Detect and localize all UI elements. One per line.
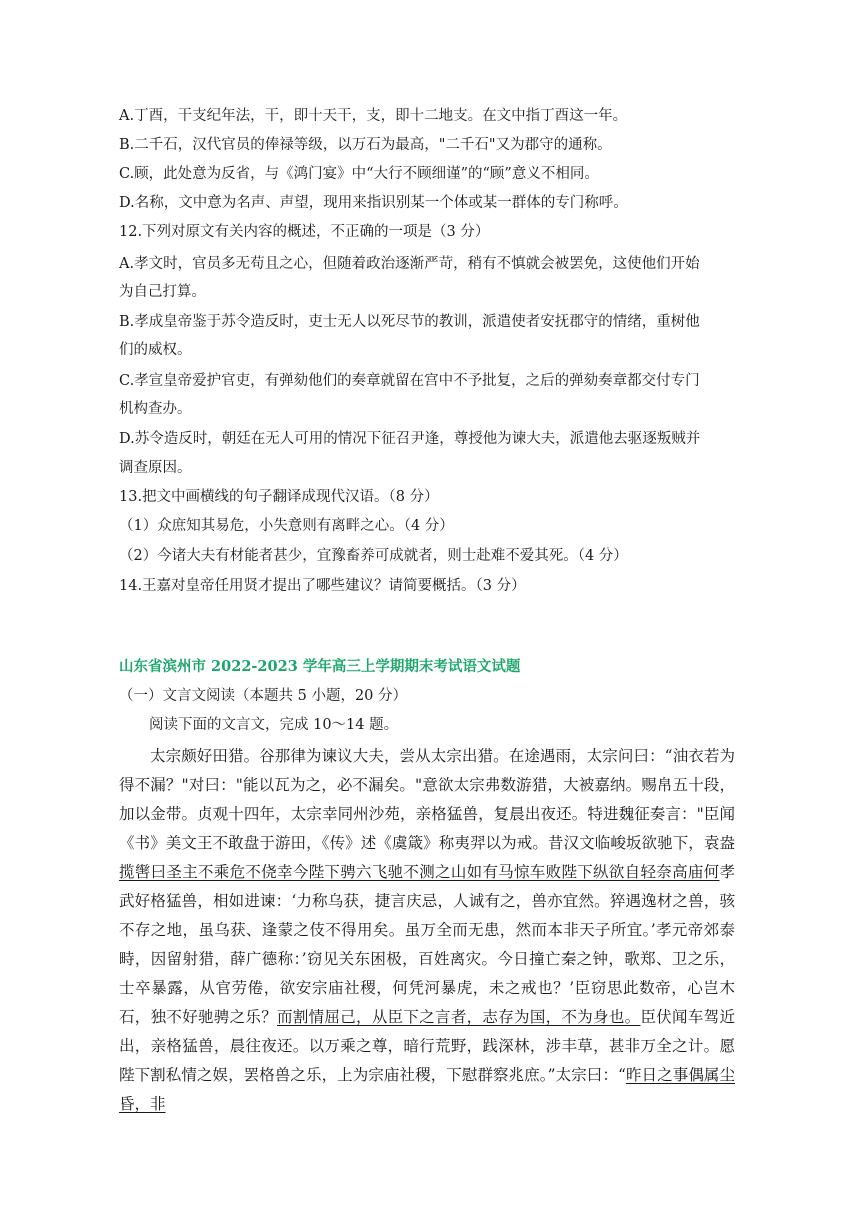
underlined-sentence-3: 昨日之事偶属尘昏，非 xyxy=(119,1066,735,1113)
option-12b-line2: 们的威权。 xyxy=(119,342,192,358)
question-12-stem: 12.下列对原文有关内容的概述，不正确的一项是（3 分） xyxy=(119,224,490,240)
question-13-sentence-2: （2）今诸大夫有材能者甚少，宜豫畜养可成就者，则士赴难不爱其死。（4 分） xyxy=(119,548,628,564)
section-title: 山东省滨州市 2022-2023 学年高三上学期期末考试语文试题 xyxy=(119,658,521,675)
option-11a: A.丁酉，干支纪年法，干，即十天干，支，即十二地支。在文中指丁酉这一年。 xyxy=(119,108,628,124)
option-12a-line2: 为自己打算。 xyxy=(119,284,206,300)
option-11c: C.顾，此处意为反省，与《鸿门宴》中“大行不顾细谨”的“顾”意义不相同。 xyxy=(119,166,599,182)
option-12c-line2: 机构查办。 xyxy=(119,401,192,417)
option-11b: B.二千石，汉代官员的俸禄等级，以万石为最高，"二千石"又为郡守的通称。 xyxy=(119,137,612,153)
passage-text-2: 孝武好格猛兽，相如进谏：‘力称乌获，捷言庆忌，人诚有之，兽亦宜然。猝遇逸材之兽，骇不存之地，虽乌获、逢蒙之伎不得用矣。虽万全而无患，然而本非天子所宜。’孝元帝郊泰畤，因留射猎，薛广德称：’窃见关东困极，百姓离灾。今日撞亡秦之钟，歌郑、卫之乐，士卒暴露，从官劳倦，欲安宗庙社稷，何凭河暴虎，未之戒也？’臣窃思此数帝，心岂木石，独不好驰骋之乐？ xyxy=(119,863,735,1026)
option-12d-line1: D.苏令造反时，朝廷在无人可用的情况下征召尹逢，尊授他为谏大夫，派遣他去驱逐叛贼并 xyxy=(119,431,701,447)
question-14: 14.王嘉对皇帝任用贤才提出了哪些建议？请简要概括。（3 分） xyxy=(119,578,526,594)
question-13-stem: 13.把文中画横线的句子翻译成现代汉语。（8 分） xyxy=(119,489,439,505)
option-12b-line1: B.孝成皇帝鉴于苏令造反时，吏士无人以死尽节的教训，派遣使者安抚郡守的情绪，重树他 xyxy=(119,314,700,330)
passage-text-1: 太宗颇好田猎。谷那律为谏议大夫，尝从太宗出猎。在途遇雨，太宗问曰：“油衣若为得不漏？"对曰："能以瓦为之，必不漏矣。"意欲太宗弗数游猎，大被嘉纳。赐帛五十段，加以金带。贞观十四年，太宗幸同州沙苑，亲格猛兽，复晨出夜还。特进魏征奏言："臣闻《书》美文王不敢盘于游田，《传》述《虞箴》称夷羿以为戒。昔汉文临峻坂欲驰下，袁盎 xyxy=(119,747,735,852)
question-13-sentence-1: （1）众庶知其易危，小失意则有离畔之心。（4 分） xyxy=(119,518,454,534)
option-12c-line1: C.孝宣皇帝爱护官吏，有弹劾他们的奏章就留在宫中不予批复，之后的弹劾奏章都交付专门 xyxy=(119,373,700,389)
underlined-sentence-1: 揽辔曰圣主不乘危不侥幸今陛下骋六飞驰不测之山如有马惊车败陛下纵欲自轻奈高庙何 xyxy=(119,863,720,881)
option-12a-line1: A.孝文时，官员多无苟且之心，但随着政治逐渐严苛，稍有不慎就会被罢免，这使他们开始 xyxy=(119,256,700,272)
option-12d-line2: 调查原因。 xyxy=(119,460,192,476)
part-heading: （一）文言文阅读（本题共 5 小题，20 分） xyxy=(119,688,408,704)
option-11d: D.名称，文中意为名声、声望，现用来指识别某一个体或某一群体的专门称呼。 xyxy=(119,195,628,211)
instruction: 阅读下面的文言文，完成 10～14 题。 xyxy=(149,717,399,733)
underlined-sentence-2: 而割情屈己，从臣下之言者，志存为国，不为身也。 xyxy=(277,1008,641,1026)
passage-paragraph xyxy=(119,742,735,1119)
passage-text-3: 臣伏闻车驾近出，亲格猛兽，晨往夜还。以万乘之尊，暗行荒野，践深林，涉丰草，甚非万全之计。愿陛下割私情之娱，罢格兽之乐，上为宗庙社稷，下慰群察兆庶。”太宗曰：“ xyxy=(119,1008,735,1084)
